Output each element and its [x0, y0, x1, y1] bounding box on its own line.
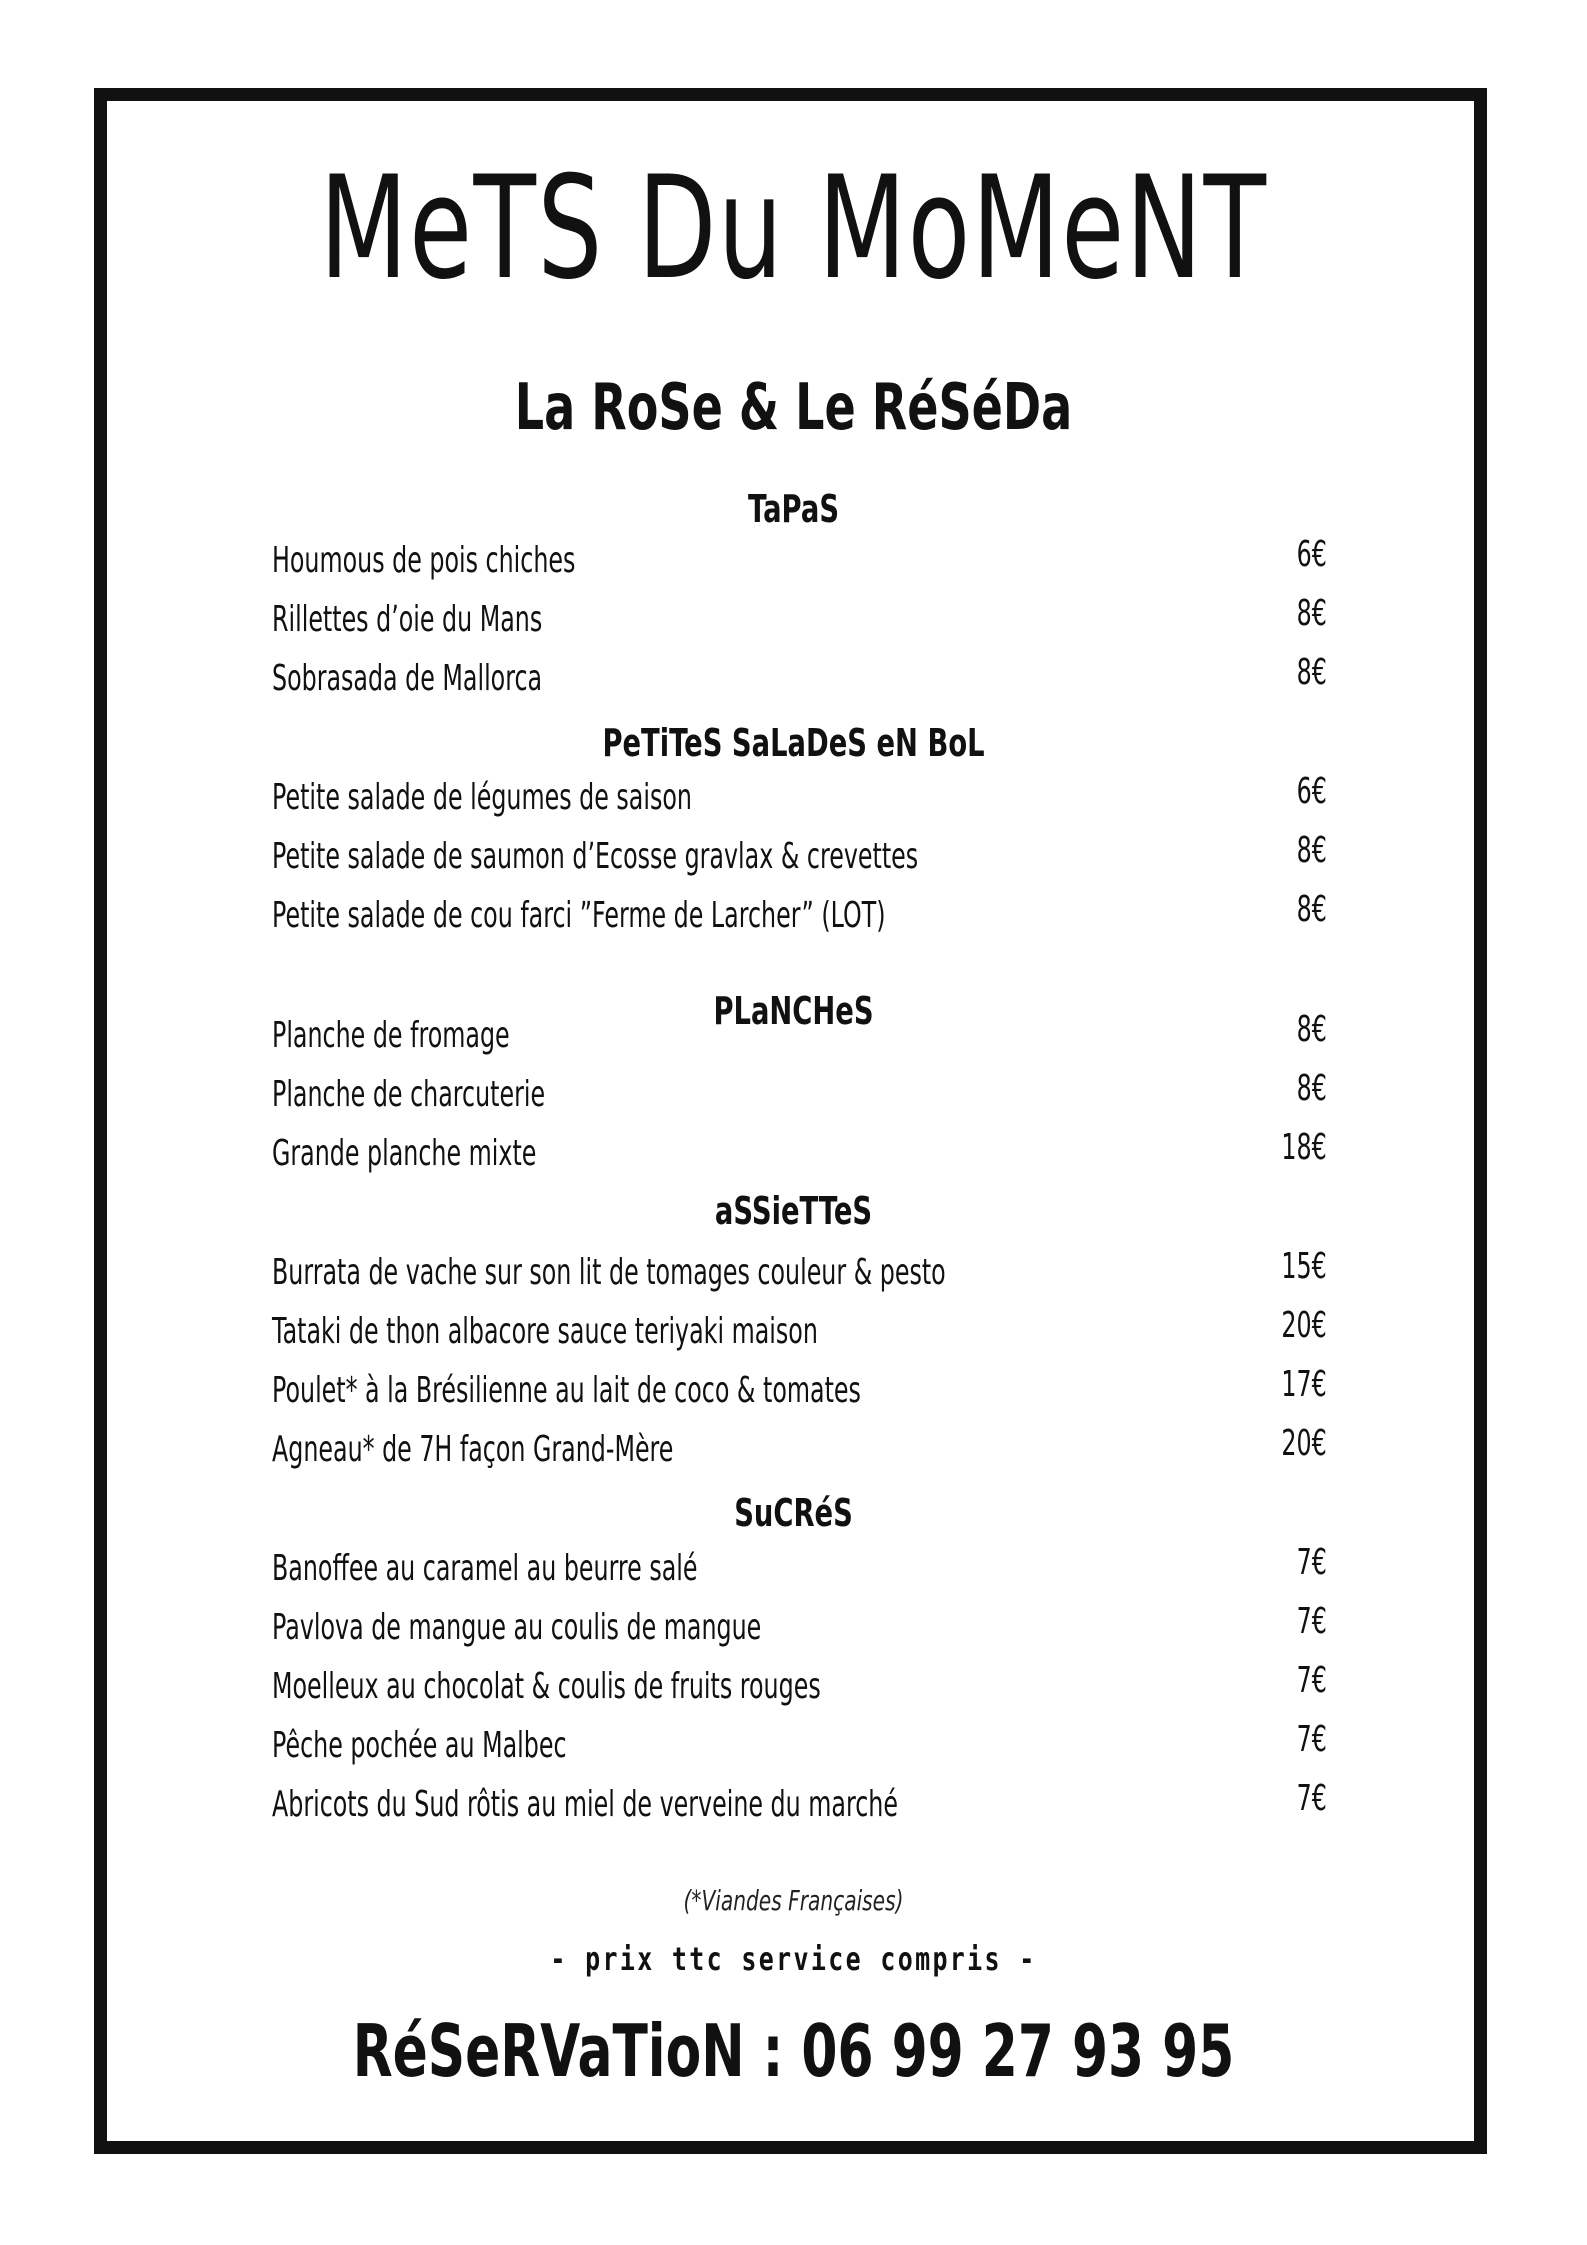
menu-item [0, 652, 1587, 709]
menu-title: MeTS Du MoMeNT [319, 146, 1268, 311]
menu-item [0, 1068, 1587, 1125]
menu-item-price: 8€ [1296, 1068, 1327, 1109]
menu-item-name: Petite salade de cou farci ”Ferme de Larcher” (LOT) [272, 895, 886, 936]
menu-item-price: 8€ [1296, 593, 1327, 634]
menu-item-price: 7€ [1296, 1542, 1327, 1583]
menu-item-name: Planche de fromage [272, 1015, 510, 1056]
menu-item-name: Moelleux au chocolat & coulis de fruits rouges [272, 1666, 821, 1707]
service-note: - prix ttc service compris - [550, 1940, 1037, 1978]
menu-item-price: 7€ [1296, 1660, 1327, 1701]
menu-item [0, 1364, 1587, 1421]
menu-item [0, 1305, 1587, 1362]
menu-item-name: Planche de charcuterie [272, 1074, 546, 1115]
menu-item-price: 17€ [1281, 1364, 1327, 1405]
menu-item-name: Petite salade de légumes de saison [272, 777, 692, 818]
menu-item-name: Pêche pochée au Malbec [272, 1725, 567, 1766]
menu-item-name: Houmous de pois chiches [272, 540, 576, 581]
menu-item-price: 8€ [1296, 1009, 1327, 1050]
menu-item-price: 7€ [1296, 1601, 1327, 1642]
menu-item-name: Rillettes d’oie du Mans [272, 599, 543, 640]
menu-item-name: Sobrasada de Mallorca [272, 658, 543, 699]
menu-item-name: Abricots du Sud rôtis au miel de verveine du marché [272, 1784, 898, 1825]
menu-item-price: 7€ [1296, 1719, 1327, 1760]
menu-item [0, 593, 1587, 650]
menu-item-name: Petite salade de saumon d’Ecosse gravlax & crevettes [272, 836, 919, 877]
menu-item [0, 1127, 1587, 1184]
menu-item-name: Burrata de vache sur son lit de tomages couleur & pesto [272, 1252, 946, 1293]
menu-item-name: Banoffee au caramel au beurre salé [272, 1548, 698, 1589]
reservation-phone: RéSeRVaTioN : 06 99 27 93 95 [352, 2009, 1235, 2093]
menu-item-price: 20€ [1281, 1305, 1327, 1346]
menu-item-name: Poulet* à la Brésilienne au lait de coco & tomates [272, 1370, 861, 1411]
menu-item-price: 6€ [1296, 534, 1327, 575]
section-title-salades: PeTiTeS SaLaDeS eN BoL [602, 721, 985, 765]
menu-item-price: 7€ [1296, 1778, 1327, 1819]
menu-item [0, 1601, 1587, 1658]
menu-item-price: 15€ [1281, 1246, 1327, 1287]
menu-item-price: 6€ [1296, 771, 1327, 812]
menu-item-price: 8€ [1296, 830, 1327, 871]
menu-item-price: 8€ [1296, 652, 1327, 693]
menu-item [0, 1778, 1587, 1835]
menu-item-name: Agneau* de 7H façon Grand-Mère [272, 1429, 674, 1470]
menu-item [0, 1423, 1587, 1480]
menu-item [0, 534, 1587, 591]
section-title-planches: PLaNCHeS [713, 989, 874, 1033]
menu-item-name: Pavlova de mangue au coulis de mangue [272, 1607, 762, 1648]
section-title-sucres: SuCRéS [734, 1491, 853, 1535]
menu-item [0, 1719, 1587, 1776]
menu-item [0, 830, 1587, 887]
section-title-tapas: TaPaS [747, 487, 840, 531]
menu-item [0, 1246, 1587, 1303]
menu-item-price: 8€ [1296, 889, 1327, 930]
menu-item [0, 771, 1587, 828]
menu-item [0, 1660, 1587, 1717]
section-title-assiettes: aSSieTTeS [714, 1189, 873, 1233]
menu-item-price: 20€ [1281, 1423, 1327, 1464]
restaurant-name: La RoSe & Le RéSéDa [514, 371, 1073, 445]
menu-item-name: Grande planche mixte [272, 1133, 537, 1174]
menu-item [0, 889, 1587, 946]
menu-item [0, 1542, 1587, 1599]
meat-origin-note: (*Viandes Françaises) [683, 1884, 904, 1917]
menu-item-price: 18€ [1281, 1127, 1327, 1168]
menu-item-name: Tataki de thon albacore sauce teriyaki maison [272, 1311, 818, 1352]
